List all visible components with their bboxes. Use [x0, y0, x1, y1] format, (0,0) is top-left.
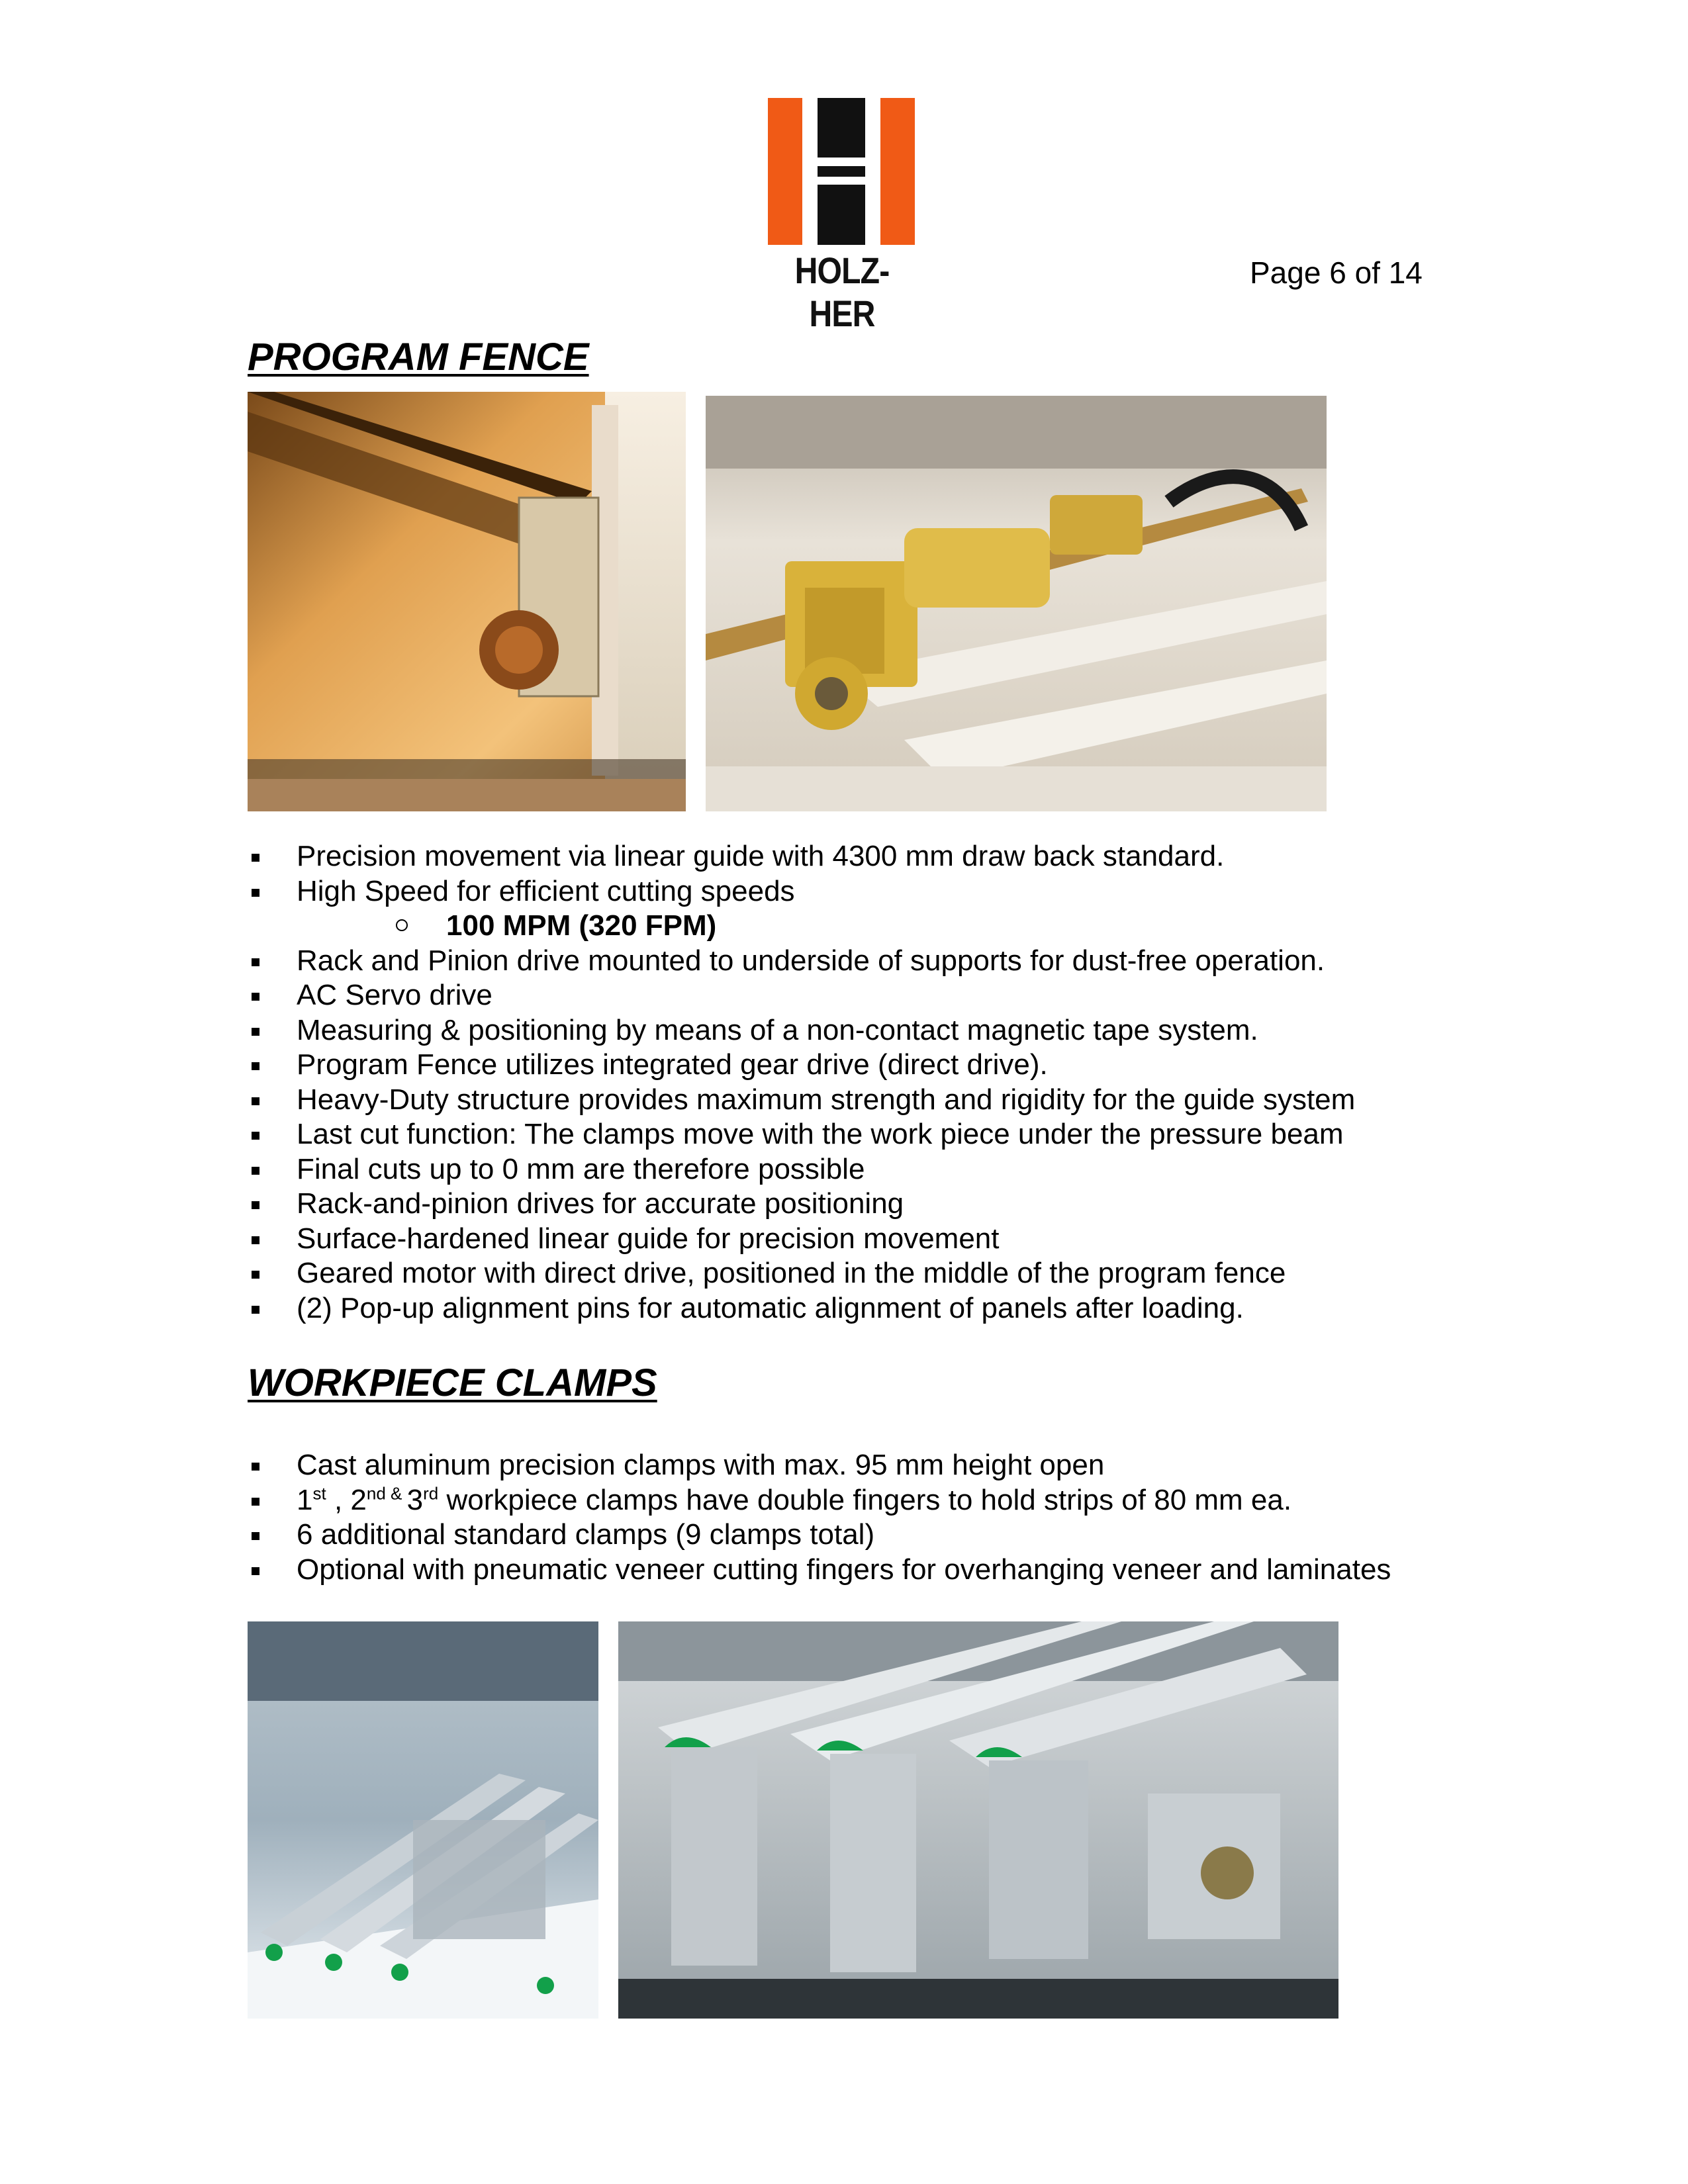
list-item-text: Measuring & positioning by means of a non-contact magnetic tape system.	[297, 1013, 1258, 1046]
square-bullet-icon	[252, 1236, 259, 1244]
list-item	[248, 874, 1355, 909]
list-item-text: Precision movement via linear guide with 4300 mm draw back standard.	[297, 840, 1225, 872]
list-item	[248, 1117, 1355, 1152]
workpiece-clamps-features	[248, 1448, 1391, 1587]
list-item-text: Geared motor with direct drive, positioned in the middle of the program fence	[297, 1257, 1286, 1289]
square-bullet-icon	[252, 889, 259, 897]
ordinal-2: 2	[350, 1483, 367, 1516]
section-title-workpiece-clamps: WORKPIECE CLAMPS	[248, 1361, 657, 1404]
list-item	[248, 1083, 1355, 1118]
square-bullet-icon	[252, 958, 259, 966]
list-item-text: High Speed for efficient cutting speeds	[297, 874, 795, 907]
ordinal-separator-1: ,	[326, 1483, 351, 1516]
logo-wordmark: HOLZ-HER	[794, 250, 890, 334]
ordinal-line-text: workpiece clamps have double fingers to hold strips of 80 mm ea.	[438, 1483, 1292, 1516]
list-item-text: Rack and Pinion drive mounted to underside of supports for dust-free operation.	[297, 944, 1325, 977]
square-bullet-icon	[252, 1062, 259, 1070]
sub-list-item	[248, 909, 1355, 944]
list-item	[248, 1483, 1391, 1518]
square-bullet-icon	[252, 1498, 259, 1506]
list-item-text: Rack-and-pinion drives for accurate positioning	[297, 1187, 904, 1220]
list-item	[248, 1222, 1355, 1257]
list-item-text: Heavy-Duty structure provides maximum strength and rigidity for the guide system	[297, 1083, 1356, 1116]
logo-bar-right	[880, 98, 915, 245]
list-item-text: Final cuts up to 0 mm are therefore possible	[297, 1152, 865, 1185]
ordinal-1: 1	[297, 1483, 313, 1516]
square-bullet-icon	[252, 993, 259, 1001]
program-fence-features	[248, 839, 1355, 1326]
list-item	[248, 1291, 1355, 1326]
square-bullet-icon	[252, 1028, 259, 1036]
list-item	[248, 1187, 1355, 1222]
ordinal-suffix-1: st	[312, 1482, 326, 1503]
logo-block-top	[818, 98, 865, 158]
rack-and-pinion-gear-photo	[248, 392, 686, 811]
list-item-text: Last cut function: The clamps move with the work piece under the pressure beam	[297, 1118, 1344, 1150]
clamps-closeup-photo	[618, 1621, 1338, 2019]
ordinal-suffix-3: rd	[423, 1482, 439, 1503]
ordinal-separator-2: &	[385, 1482, 407, 1503]
square-bullet-icon	[252, 1097, 259, 1105]
square-bullet-icon	[252, 1271, 259, 1279]
logo-block-mid	[818, 166, 865, 177]
list-item-text: Program Fence utilizes integrated gear drive (direct drive).	[297, 1048, 1048, 1081]
list-item-text: 6 additional standard clamps (9 clamps total)	[297, 1518, 875, 1551]
square-bullet-icon	[252, 1532, 259, 1540]
list-item-text: AC Servo drive	[297, 979, 492, 1011]
circle-bullet-icon	[396, 919, 408, 931]
list-item-text: 100 MPM (320 FPM)	[446, 909, 717, 942]
ordinal-3: 3	[406, 1483, 424, 1516]
list-item	[248, 1152, 1355, 1187]
list-item	[248, 1256, 1355, 1291]
list-item	[248, 839, 1355, 874]
square-bullet-icon	[252, 1306, 259, 1314]
list-item	[248, 1553, 1391, 1588]
list-item	[248, 978, 1355, 1013]
list-item	[248, 1048, 1355, 1083]
list-item	[248, 944, 1355, 979]
ordinal-suffix-2: nd	[366, 1482, 386, 1503]
section-title-program-fence: PROGRAM FENCE	[248, 336, 589, 379]
list-item	[248, 1518, 1391, 1553]
list-item-text: (2) Pop-up alignment pins for automatic alignment of panels after loading.	[297, 1291, 1244, 1324]
list-item-text: Cast aluminum precision clamps with max. 95 mm height open	[297, 1449, 1105, 1481]
square-bullet-icon	[252, 1167, 259, 1175]
square-bullet-icon	[252, 1567, 259, 1575]
list-item	[248, 1448, 1391, 1483]
holzher-logo	[768, 98, 915, 334]
list-item-text: Optional with pneumatic veneer cutting fingers for overhanging veneer and laminates	[297, 1553, 1391, 1586]
program-fence-gear-motor-photo	[706, 396, 1327, 811]
square-bullet-icon	[252, 1132, 259, 1140]
square-bullet-icon	[252, 854, 259, 862]
square-bullet-icon	[252, 1463, 259, 1471]
list-item	[248, 1013, 1355, 1048]
logo-block-bottom	[818, 185, 865, 245]
square-bullet-icon	[252, 1201, 259, 1209]
logo-bar-left	[768, 98, 802, 245]
list-item-text: Surface-hardened linear guide for precision movement	[297, 1222, 1000, 1255]
clamps-side-view-photo	[248, 1621, 598, 2019]
page-number: Page 6 of 14	[1250, 255, 1423, 290]
